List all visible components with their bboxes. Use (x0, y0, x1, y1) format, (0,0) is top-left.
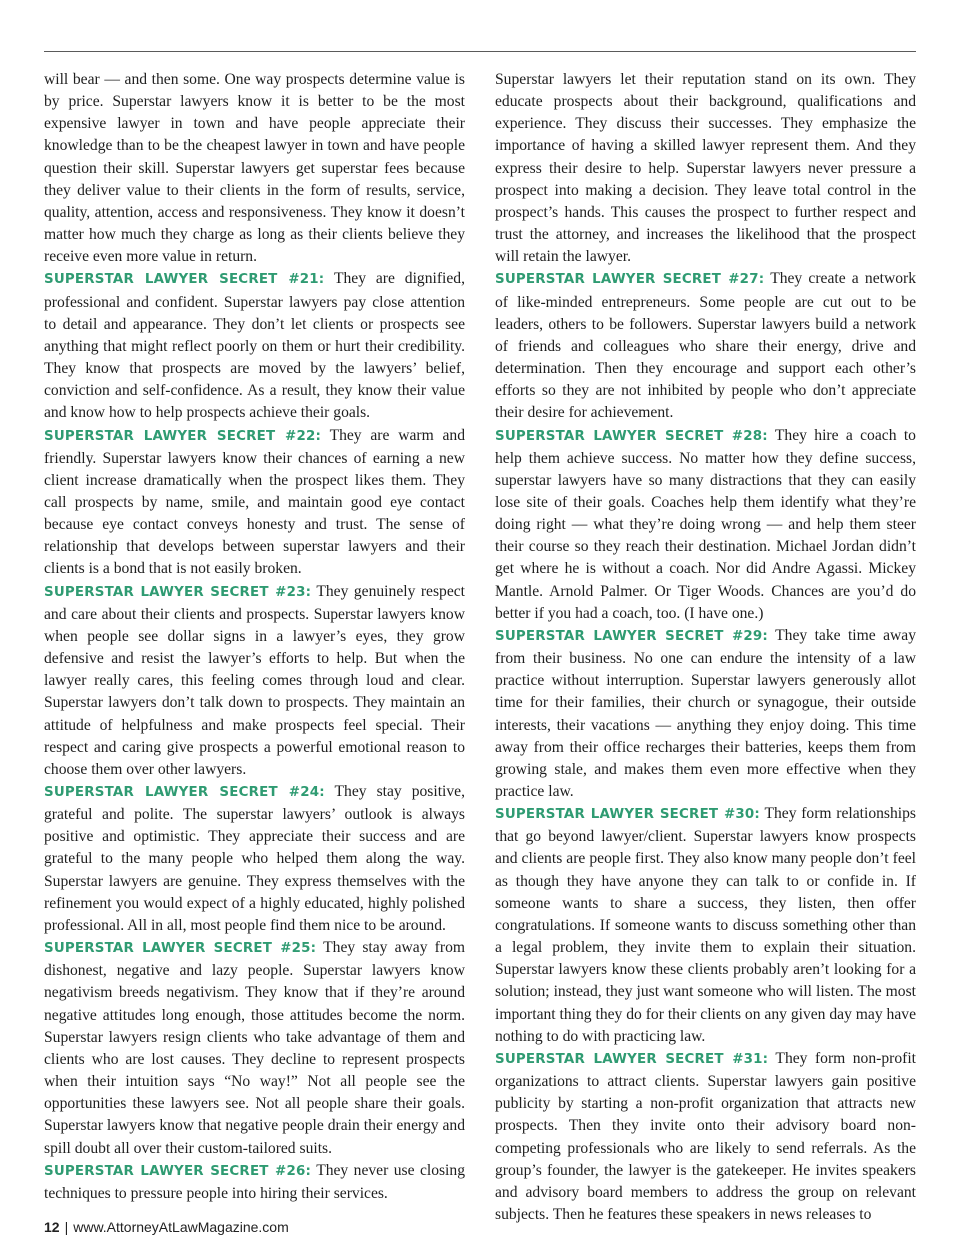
secret-31-text: They form non-profit organizations to attract clients. Superstar lawyers gain positive publicity by starting a non-profit organization that attracts new prospects. Then they invite onto their advisory board non-competing professionals who are likely to send referrals. As the group’s founder, the lawyer is the gatekeeper. He invites speakers and advisory board members to address the group on relevant subjects. Then he features these speakers in news releases to (495, 1049, 916, 1223)
secret-25-text: They stay away from dishonest, negative and lazy people. Superstar lawyers know negativism breeds negativism. They know that if they’re around negative attitudes long enough, those attitudes become the norm. Superstar lawyers resign clients who take advantage of them and clients who are lost causes. They decline to represent prospects when their intuition says “No way!” Not all people see the opportunities these lawyers see. Not all people share their goals. Superstar lawyers know that negative people drain their energy and spill doubt all over their custom-tailored suits. (44, 939, 465, 1157)
top-rule (44, 51, 916, 52)
secret-30-text: They form relationships that go beyond lawyer/client. Superstar lawyers know prospects and clients are people first. They also know many people don’t feel as though they have anyone they can talk to or confide in. If someone wants to share a success, they listen, then offer congratulations. If someone wants to discuss something other than a legal problem, they invite them to explain their situation. Superstar lawyers know these clients probably aren’t looking for a solution; instead, they just want someone who will listen. The most important thing they do for their clients on any given day may have nothing to do with practicing law. (495, 805, 916, 1045)
secret-30-heading: SUPERSTAR LAWYER SECRET #30: (495, 807, 760, 823)
secret-29-heading: SUPERSTAR LAWYER SECRET #29: (495, 628, 768, 644)
secret-28-text: They hire a coach to help them achieve success. No matter how they define success, superstar lawyers have so many distractions that they can easily lose site of their goals. Coaches help them identify what they’re doing right — what they’re doing wrong — and help them steer their course so they reach their destination. Michael Jordan didn’t get where he is without a coach. Nor did Andre Agassi. Mickey Mantle. Arnold Palmer. Or Tiger Woods. Chances are you’d do better if you had a coach, too. (I have one.) (495, 426, 916, 622)
secret-26-text: They never use closing techniques to pressure people into hiring their services. (44, 1161, 465, 1202)
secret-25-heading: SUPERSTAR LAWYER SECRET #25: (44, 941, 317, 957)
footer-separator: | (64, 1219, 69, 1235)
secret-31-heading: SUPERSTAR LAWYER SECRET #31: (495, 1051, 769, 1067)
secret-27-paragraph (495, 268, 916, 424)
secret-30-paragraph (495, 803, 916, 1048)
secret-27-heading: SUPERSTAR LAWYER SECRET #27: (495, 272, 765, 288)
secret-25-paragraph (44, 937, 465, 1160)
secret-26-paragraph (44, 1160, 465, 1205)
secret-28-heading: SUPERSTAR LAWYER SECRET #28: (495, 428, 768, 444)
page-footer (44, 1219, 289, 1235)
secret-23-paragraph (44, 581, 465, 781)
secret-23-heading: SUPERSTAR LAWYER SECRET #23: (44, 584, 312, 600)
footer-website-link[interactable]: www.AttorneyAtLawMagazine.com (73, 1219, 289, 1235)
secret-29-text: They take time away from their business. No one can endure the intensity of a law practice without interruption. Superstar lawyers generously allot time for their families, their church or synagogue, their outside interests, their vacations — anything they enjoy doing. This time away from their office recharges their batteries, keeps them from growing stale, and makes them even more effective when they practice law. (495, 626, 916, 800)
left-intro-paragraph: will bear — and then some. One way prospects determine value is by price. Superstar lawyers know it is better to be the most expensive lawyer in town and have people appreciate their knowledge than to be the cheapest lawyer in town and have people question their skill. Superstar lawyers get superstar fees because they deliver value to their clients in the form of results, service, quality, attention, access and responsiveness. They know it doesn’t matter how much they charge as long as their clients believe they receive even more value in return. (44, 71, 465, 266)
secret-22-text: They are warm and friendly. Superstar lawyers know their chances of earning a new client increase dramatically when the prospect likes them. They call prospects by name, smile, and maintain good eye contact because eye contact conveys honesty and trust. The sense of relationship that develops between superstar lawyers and their clients is a bond that is not easily broken. (44, 426, 465, 578)
secret-31-paragraph (495, 1048, 916, 1226)
secret-24-text: They stay positive, grateful and polite. The superstar lawyers’ outlook is always positive and optimistic. They appreciate their success and are grateful to the many people who helped them along the way. Superstar lawyers are genuine. They express themselves with the refinement you would expect of a highly educated, highly polished professional. All in all, most people find them nice to be around. (44, 783, 465, 934)
secret-29-paragraph (495, 625, 916, 803)
secret-24-heading: SUPERSTAR LAWYER SECRET #24: (44, 785, 325, 800)
secret-22-heading: SUPERSTAR LAWYER SECRET #22: (44, 428, 322, 444)
secret-24-paragraph (44, 781, 465, 937)
secret-27-text: They create a network of like-minded entrepreneurs. Some people are cut out to be leaders, others to be followers. Superstar lawyers build a network of friends and colleagues who share their energy, drive and determination. Then they encourage and support each other’s efforts so they are not inhibited by people who don’t appreciate their desire for achievement. (495, 270, 916, 422)
page-number: 12 (44, 1219, 60, 1235)
right-intro-paragraph: Superstar lawyers let their reputation stand on its own. They educate prospects about their background, qualifications and experience. They discuss their successes. They emphasize the importance of having a skilled lawyer represent them. And they express their desire to help. Superstar lawyers never pressure a prospect into making a decision. They leave total control in the prospect’s hands. This causes the prospect to further respect and trust the attorney, and increases the likelihood that the prospect will retain the lawyer. (495, 71, 916, 266)
secret-21-text: They are dignified, professional and confident. Superstar lawyers pay close attention to detail and appearance. They don’t let clients or prospects see anything that might reflect poorly on them or hurt their credibility. They know that prospects are moved by the lawyers’ belief, conviction and self-confidence. As a result, they know their value and know how to help prospects achieve their goals. (44, 270, 465, 422)
left-column (44, 69, 465, 1205)
right-column (495, 69, 916, 1226)
secret-22-paragraph (44, 425, 465, 581)
secret-21-heading: SUPERSTAR LAWYER SECRET #21: (44, 272, 325, 288)
secret-26-heading: SUPERSTAR LAWYER SECRET #26: (44, 1163, 312, 1179)
secret-23-text: They genuinely respect and care about their clients and prospects. Superstar lawyers know when people see dollar signs in a lawyer’s eyes, they grow defensive and resist the lawyer’s efforts to help. But when the lawyer really cares, this feeling comes through loud and clear. Superstar lawyers don’t talk down to prospects. They maintain an attitude of helpfulness and make prospects feel special. Their respect and caring give prospects a powerful emotional reason to choose them over other lawyers. (44, 582, 465, 778)
secret-28-paragraph (495, 425, 916, 625)
secret-21-paragraph (44, 268, 465, 424)
